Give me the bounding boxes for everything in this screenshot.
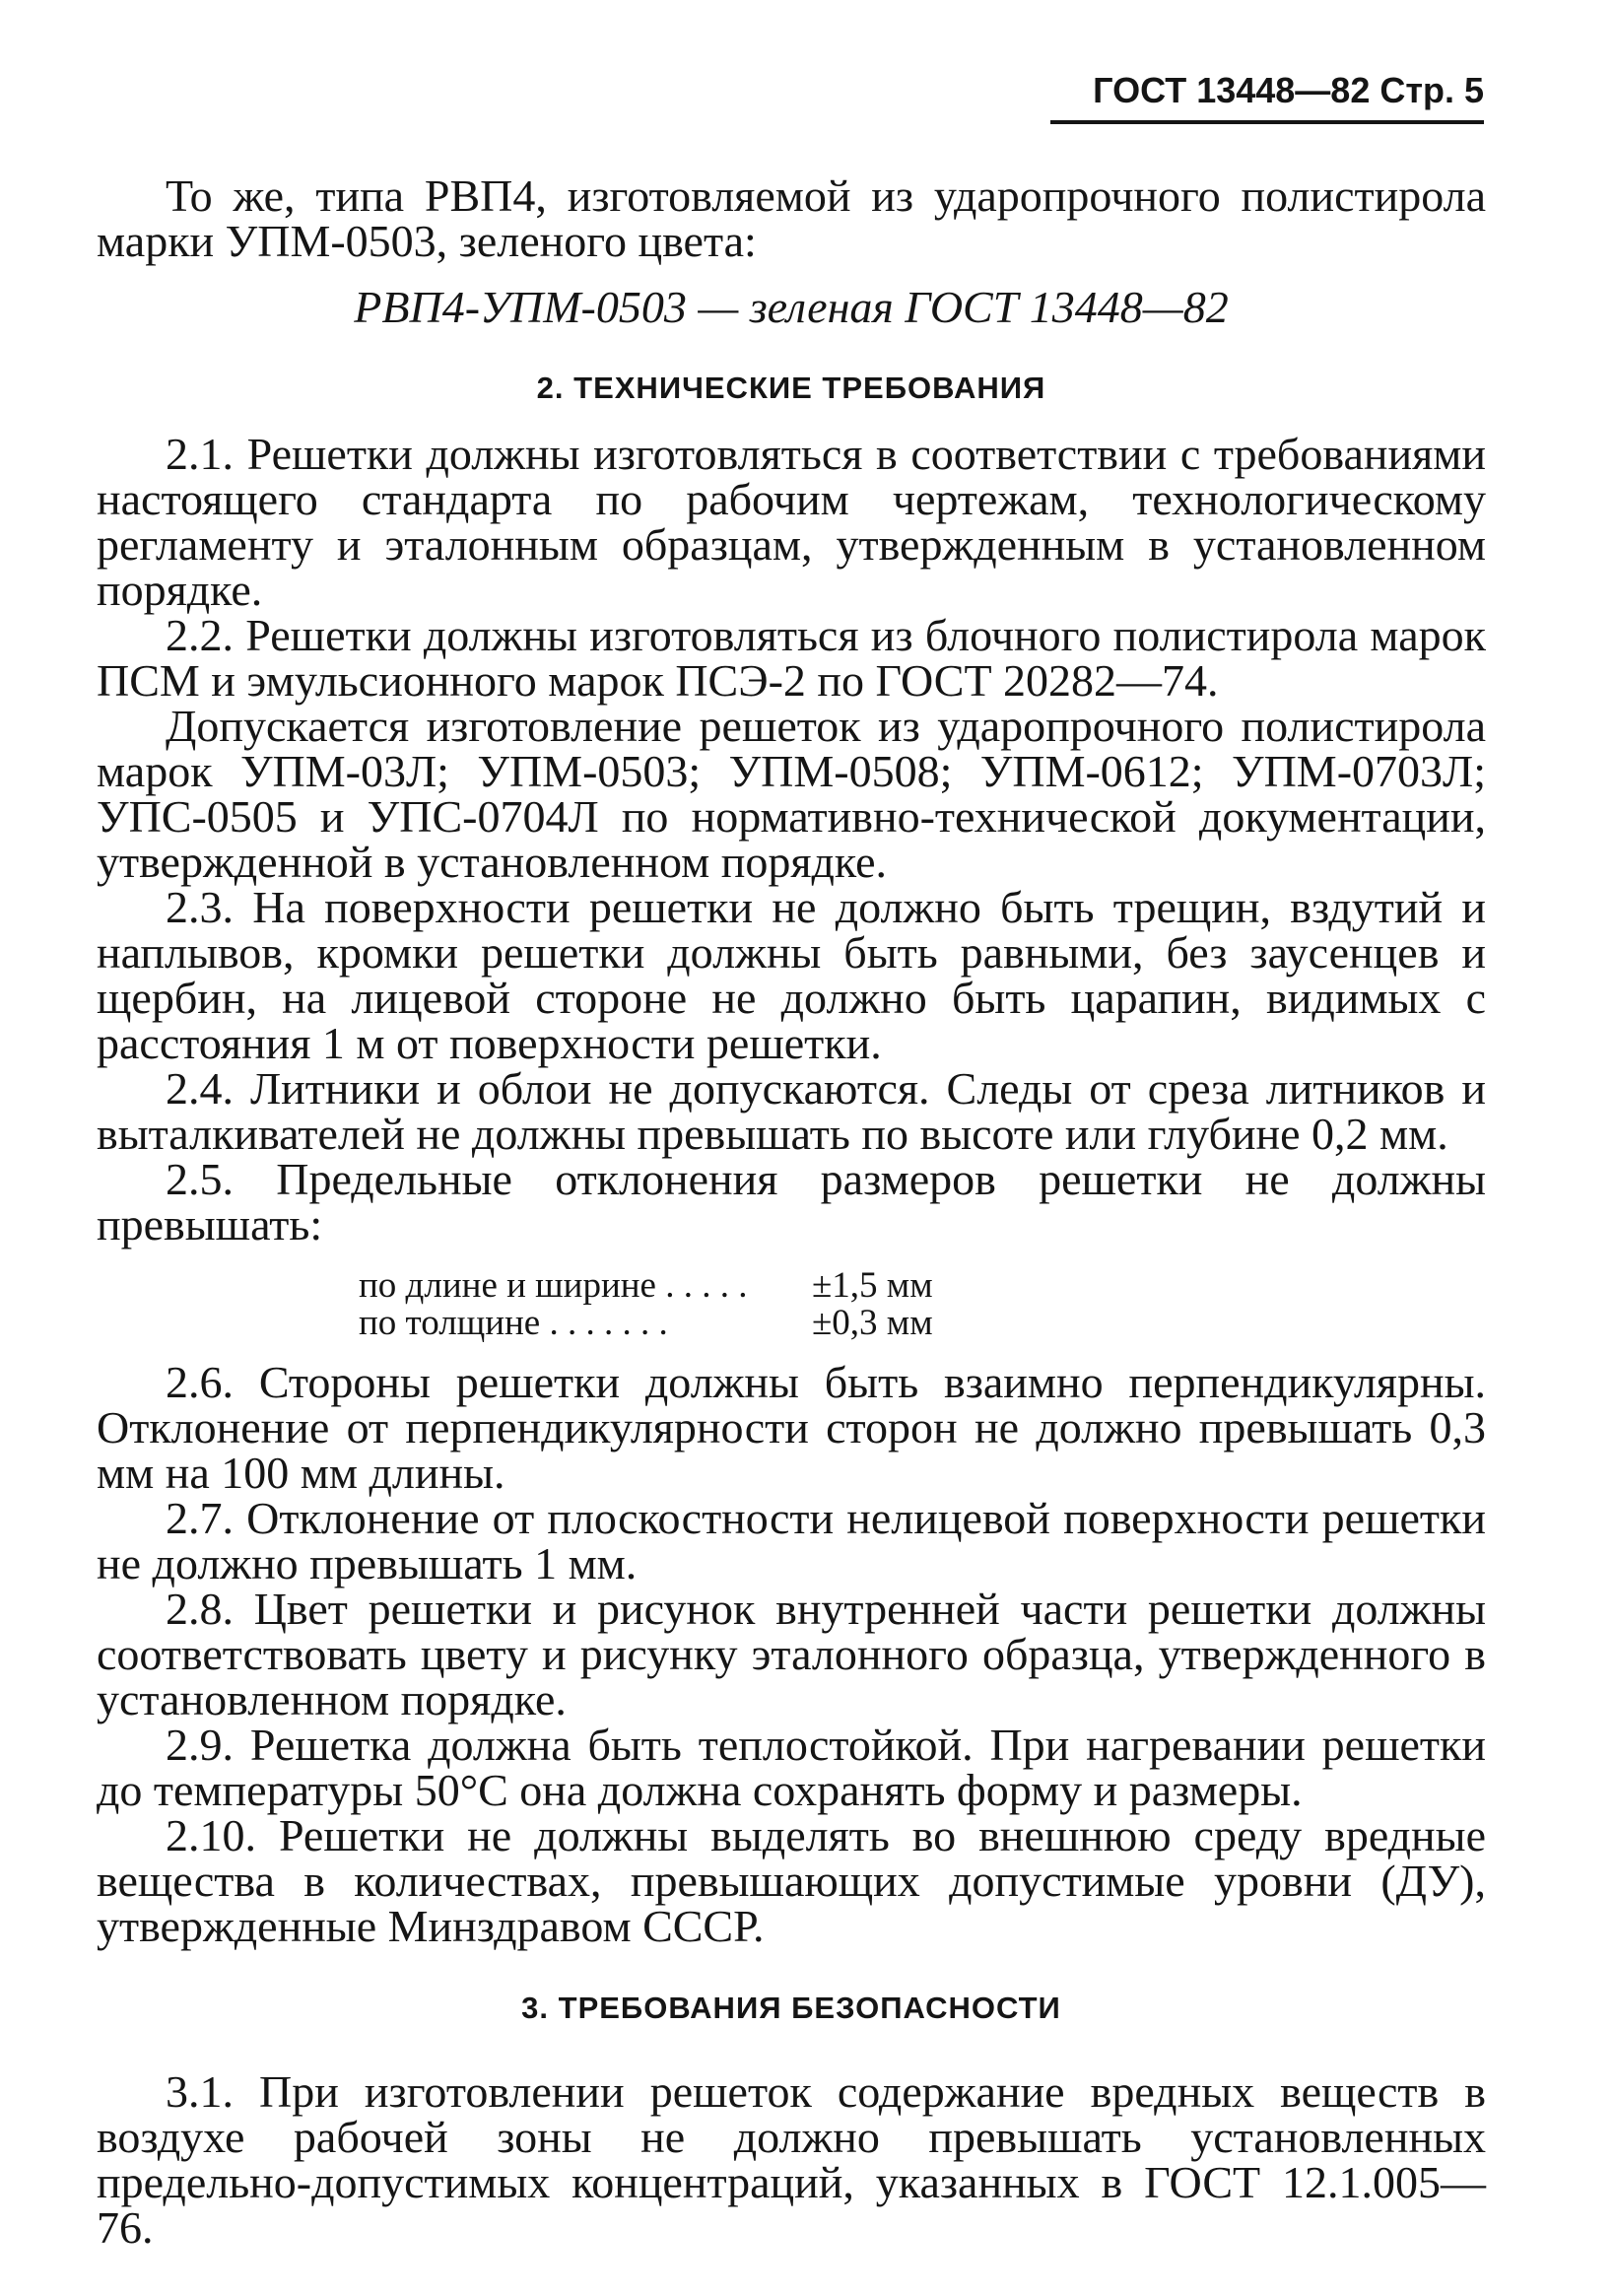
clause-2-5: 2.5. Предельные отклонения размеров решетки не должны превышать: [97,1154,1486,1249]
clause-2-10: 2.10. Решетки не должны выделять во внешнюю среду вредные вещества в количествах, превышающих допустимые уровни (ДУ), утвержденные Минздравом СССР. [97,1810,1486,1951]
section-2-heading: 2. ТЕХНИЧЕСКИЕ ТРЕБОВАНИЯ [536,371,1046,405]
section-3-heading: 3. ТРЕБОВАНИЯ БЕЗОПАСНОСТИ [521,1991,1061,2025]
clause-2-7: 2.7. Отклонение от плоскостности нелицевой поверхности решетки не должно превышать 1 мм. [97,1493,1486,1588]
clause-2-4: 2.4. Литники и облои не допускаются. Следы от среза литников и выталкивателей не должны превышать по высоте или глубине 0,2 мм. [97,1063,1486,1159]
tolerance-value: ±1,5 мм [812,1265,933,1306]
tolerance-value: ±0,3 мм [812,1303,933,1343]
clause-2-1: 2.1. Решетки должны изготовляться в соответствии с требованиями настоящего стандарта по рабочим чертежам, технологическому регламенту и эталонным образцам, утвержденным в установленном порядке. [97,429,1486,615]
intro-paragraph: То же, типа РВП4, изготовляемой из ударопрочного полистирола марки УПМ-0503, зеленого цвета: [97,170,1486,266]
tolerance-table [359,1267,1486,1342]
clause-2-8: 2.8. Цвет решетки и рисунок внутренней части решетки должны соответствовать цвету и рисунку эталонного образца, утвержденного в установленном порядке. [97,1584,1486,1724]
page-header: ГОСТ 13448—82 Стр. 5 [1050,69,1484,124]
tolerance-label: по толщине . . . . . . . [359,1303,668,1343]
clause-2-9: 2.9. Решетка должна быть теплостойкой. При нагревании решетки до температуры 50°С она должна сохранять форму и размеры. [97,1720,1486,1815]
clause-3-1: 3.1. При изготовлении решеток содержание вредных веществ в воздухе рабочей зоны не должно превышать установленных предельно-допустимых концентраций, указанных в ГОСТ 12.1.005—76. [97,2066,1486,2253]
page-content [97,170,1486,2253]
clause-2-3: 2.3. На поверхности решетки не должно быть трещин, вздутий и наплывов, кромки решетки должны быть равными, без заусенцев и щербин, на лицевой стороне не должно быть царапин, видимых с расстояния 1 м от поверхности решетки. [97,882,1486,1068]
clause-2-6: 2.6. Стороны решетки должны быть взаимно перпендикулярны. Отклонение от перпендикулярности сторон не должно превышать 0,3 мм на 100 мм длины. [97,1357,1486,1498]
clause-2-2-allowed-materials: Допускается изготовление решеток из ударопрочного полистирола марок УПМ-03Л; УПМ-0503; УПМ-0508; УПМ-0612; УПМ-0703Л; УПС-0505 и УПС-0704Л по нормативно-технической документации, утвержденной в установленном порядке. [97,701,1486,887]
designation-example: РВП4-УПМ-0503 — зеленая ГОСТ 13448—82 [354,282,1229,332]
clause-2-2: 2.2. Решетки должны изготовляться из блочного полистирола марок ПСМ и эмульсионного марок ПСЭ-2 по ГОСТ 20282—74. [97,610,1486,706]
tolerance-label: по длине и ширине . . . . . [359,1265,748,1306]
